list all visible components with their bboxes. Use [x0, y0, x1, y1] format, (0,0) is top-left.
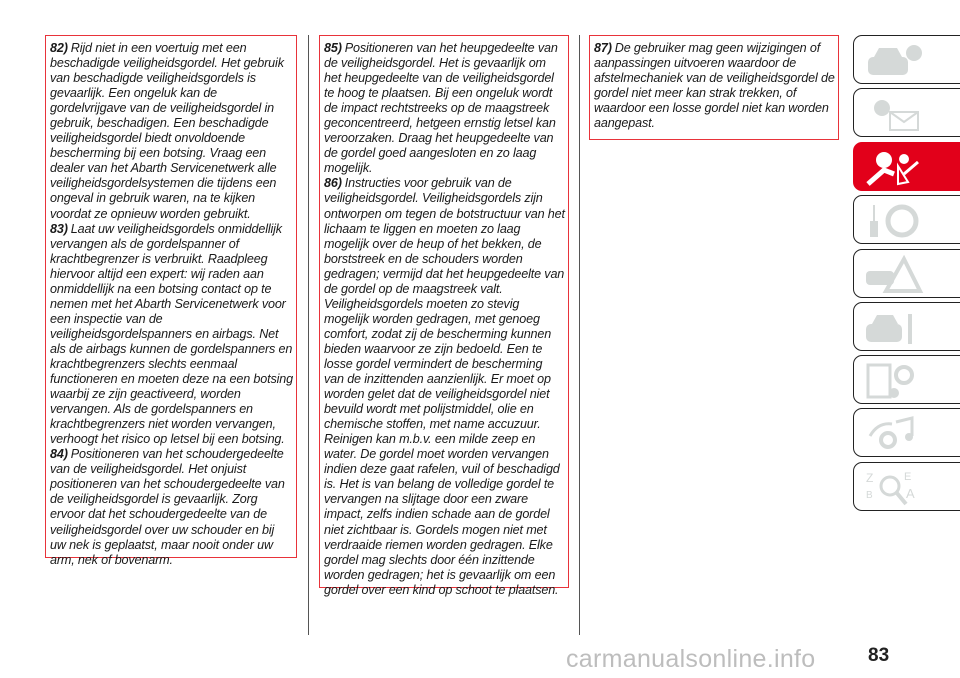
chapter-tab-alphabetical-index-search[interactable]: [853, 462, 960, 511]
car-info-icon: [864, 41, 924, 81]
note-82: 82) Rijd niet in een voertuig met een beschadigde veiligheidsgordel. Het gebruik van beschadigde veiligheidsgordels is gevaarlijk. Een ongeluk kan de gordelvrijgave van de veiligheidsgordel in gebruik, beschadigen. Een beschadigde veiligheidsgordel biedt onvoldoende bescherming bij een botsing. Vraag een dealer van het Abarth Servicenetwerk alle veiligheidsgordelsystemen die tijdens een ongeval in gebruik waren, na te kijken voordat ze opnieuw worden gebruikt.: [50, 41, 284, 221]
key-steering-wheel-icon: [864, 201, 924, 241]
chapter-tab-emergency-warning-triangle[interactable]: [853, 249, 960, 298]
multimedia-music-icon: [864, 414, 924, 454]
svg-text:E: E: [904, 471, 912, 483]
chapter-tab-key-steering-wheel[interactable]: [853, 195, 960, 244]
warning-notes-column-3: [589, 35, 839, 140]
car-maintenance-wrench-icon: [864, 308, 924, 348]
svg-text:A: A: [906, 486, 915, 501]
alphabetical-index-search-icon: [864, 468, 924, 508]
watermark: carmanualsonline.info: [566, 645, 816, 673]
svg-text:B: B: [866, 490, 873, 501]
note-87: 87) De gebruiker mag geen wijzigingen of aanpassingen uitvoeren waardoor de afstelmechaniek van de veiligheidsgordel de gordel niet meer kan strak trekken, of waardoor een losse gordel niet kan worden aangepast.: [594, 41, 835, 131]
chapter-tab-warning-lights-message[interactable]: [853, 88, 960, 137]
emergency-warning-triangle-icon: [864, 255, 924, 295]
note-86: 86) Instructies voor gebruik van de veiligheidsgordel. Veiligheidsgordels zijn ontworpen om tegen de botstructuur van het lichaam te liggen en moeten zo laag mogelijk over de heup of het bekken, de borststreek en de schouders worden gedragen; vermijd dat het heupgedeelte van de gordel op de maagstreek valt. Veiligheidsgordels moeten zo stevig mogelijk worden gedragen, met genoeg comfort, zodat zij de bescherming kunnen bieden waarvoor ze zijn bedoeld. Een te losse gordel vermindert de bescherming van de inzittenden aanzienlijk. Er moet op worden gelet dat de veiligheidsgordel niet bevuild wordt met polijstmiddel, olie en chemische stoffen, met name accuzuur. Reinigen kan m.b.v. een milde zeep en water. De gordel moet worden vervangen indien deze gaat rafelen, vuil of beschadigd is. Het is van belang de volledige gordel te vervangen na slijtage door een zware impact, zelfs indien schade aan de gordel niet zichtbaar is. Gordels mogen niet met verdraaide riemen worden gedragen. Elke gordel mag slechts door één inzittende worden gedragen; het is gevaarlijk om een gordel over een kind op schoot te plaatsen.: [324, 176, 565, 597]
svg-text:Z: Z: [866, 471, 874, 485]
chapter-tab-multimedia-music[interactable]: [853, 408, 960, 457]
technical-data-gears-icon: [864, 361, 924, 401]
note-83: 83) Laat uw veiligheidsgordels onmiddellijk vervangen als de gordelspanner of krachtbegrenzer is verbruikt. Raadpleeg hiervoor altijd een expert: wij raden aan onmiddellijk na een botsing contact op te nemen met het Abarth Servicenetwerk voor een inspectie van de veiligheidsgordelspanners en airbags. Net als de airbags kunnen de gordelspanners en krachtbegrenzers slechts eenmaal functioneren en moeten deze na een botsing waarbij ze zijn geactiveerd, worden vervangen. Als de gordelspanners en krachtbegrenzers niet worden vervangen, verhoogt het risico op letsel bij een botsing.: [50, 221, 293, 447]
chapter-tab-car-maintenance-wrench[interactable]: [853, 302, 960, 351]
warning-lights-message-icon: [864, 94, 924, 134]
note-84: 84) Positioneren van het schoudergedeelte van de veiligheidsgordel. Het onjuist positioneren van het schoudergedeelte van de veiligheidsgordel is gevaarlijk. Zorg ervoor dat het schoudergedeelte van de veiligheidsgordel over uw schouder en bij uw nek is geplaatst, maar nooit onder uw arm, nek of bovenarm.: [50, 447, 285, 567]
chapter-tab-technical-data-gears[interactable]: [853, 355, 960, 404]
warning-notes-column-1: [45, 35, 297, 567]
chapter-tab-seatbelt-airbag-safety[interactable]: [853, 142, 960, 191]
seatbelt-airbag-safety-icon: [864, 148, 924, 188]
note-85: 85) Positioneren van het heupgedeelte van de veiligheidsgordel. Het is gevaarlijk om het heupgedeelte van de veiligheidsgordel te hoog te plaatsen. Bij een ongeluk wordt de impact rechtstreeks op de maagstreek geconcentreerd, hetgeen ernstig letsel kan veroorzaken. Draag het heupgedeelte van de gordel goed aangesloten en zo laag mogelijk.: [324, 41, 558, 176]
chapter-tab-car-info[interactable]: [853, 35, 960, 84]
warning-notes-column-2: [319, 35, 569, 597]
page-number: 83: [868, 645, 890, 666]
column-divider: [579, 35, 580, 635]
column-divider: [308, 35, 309, 635]
